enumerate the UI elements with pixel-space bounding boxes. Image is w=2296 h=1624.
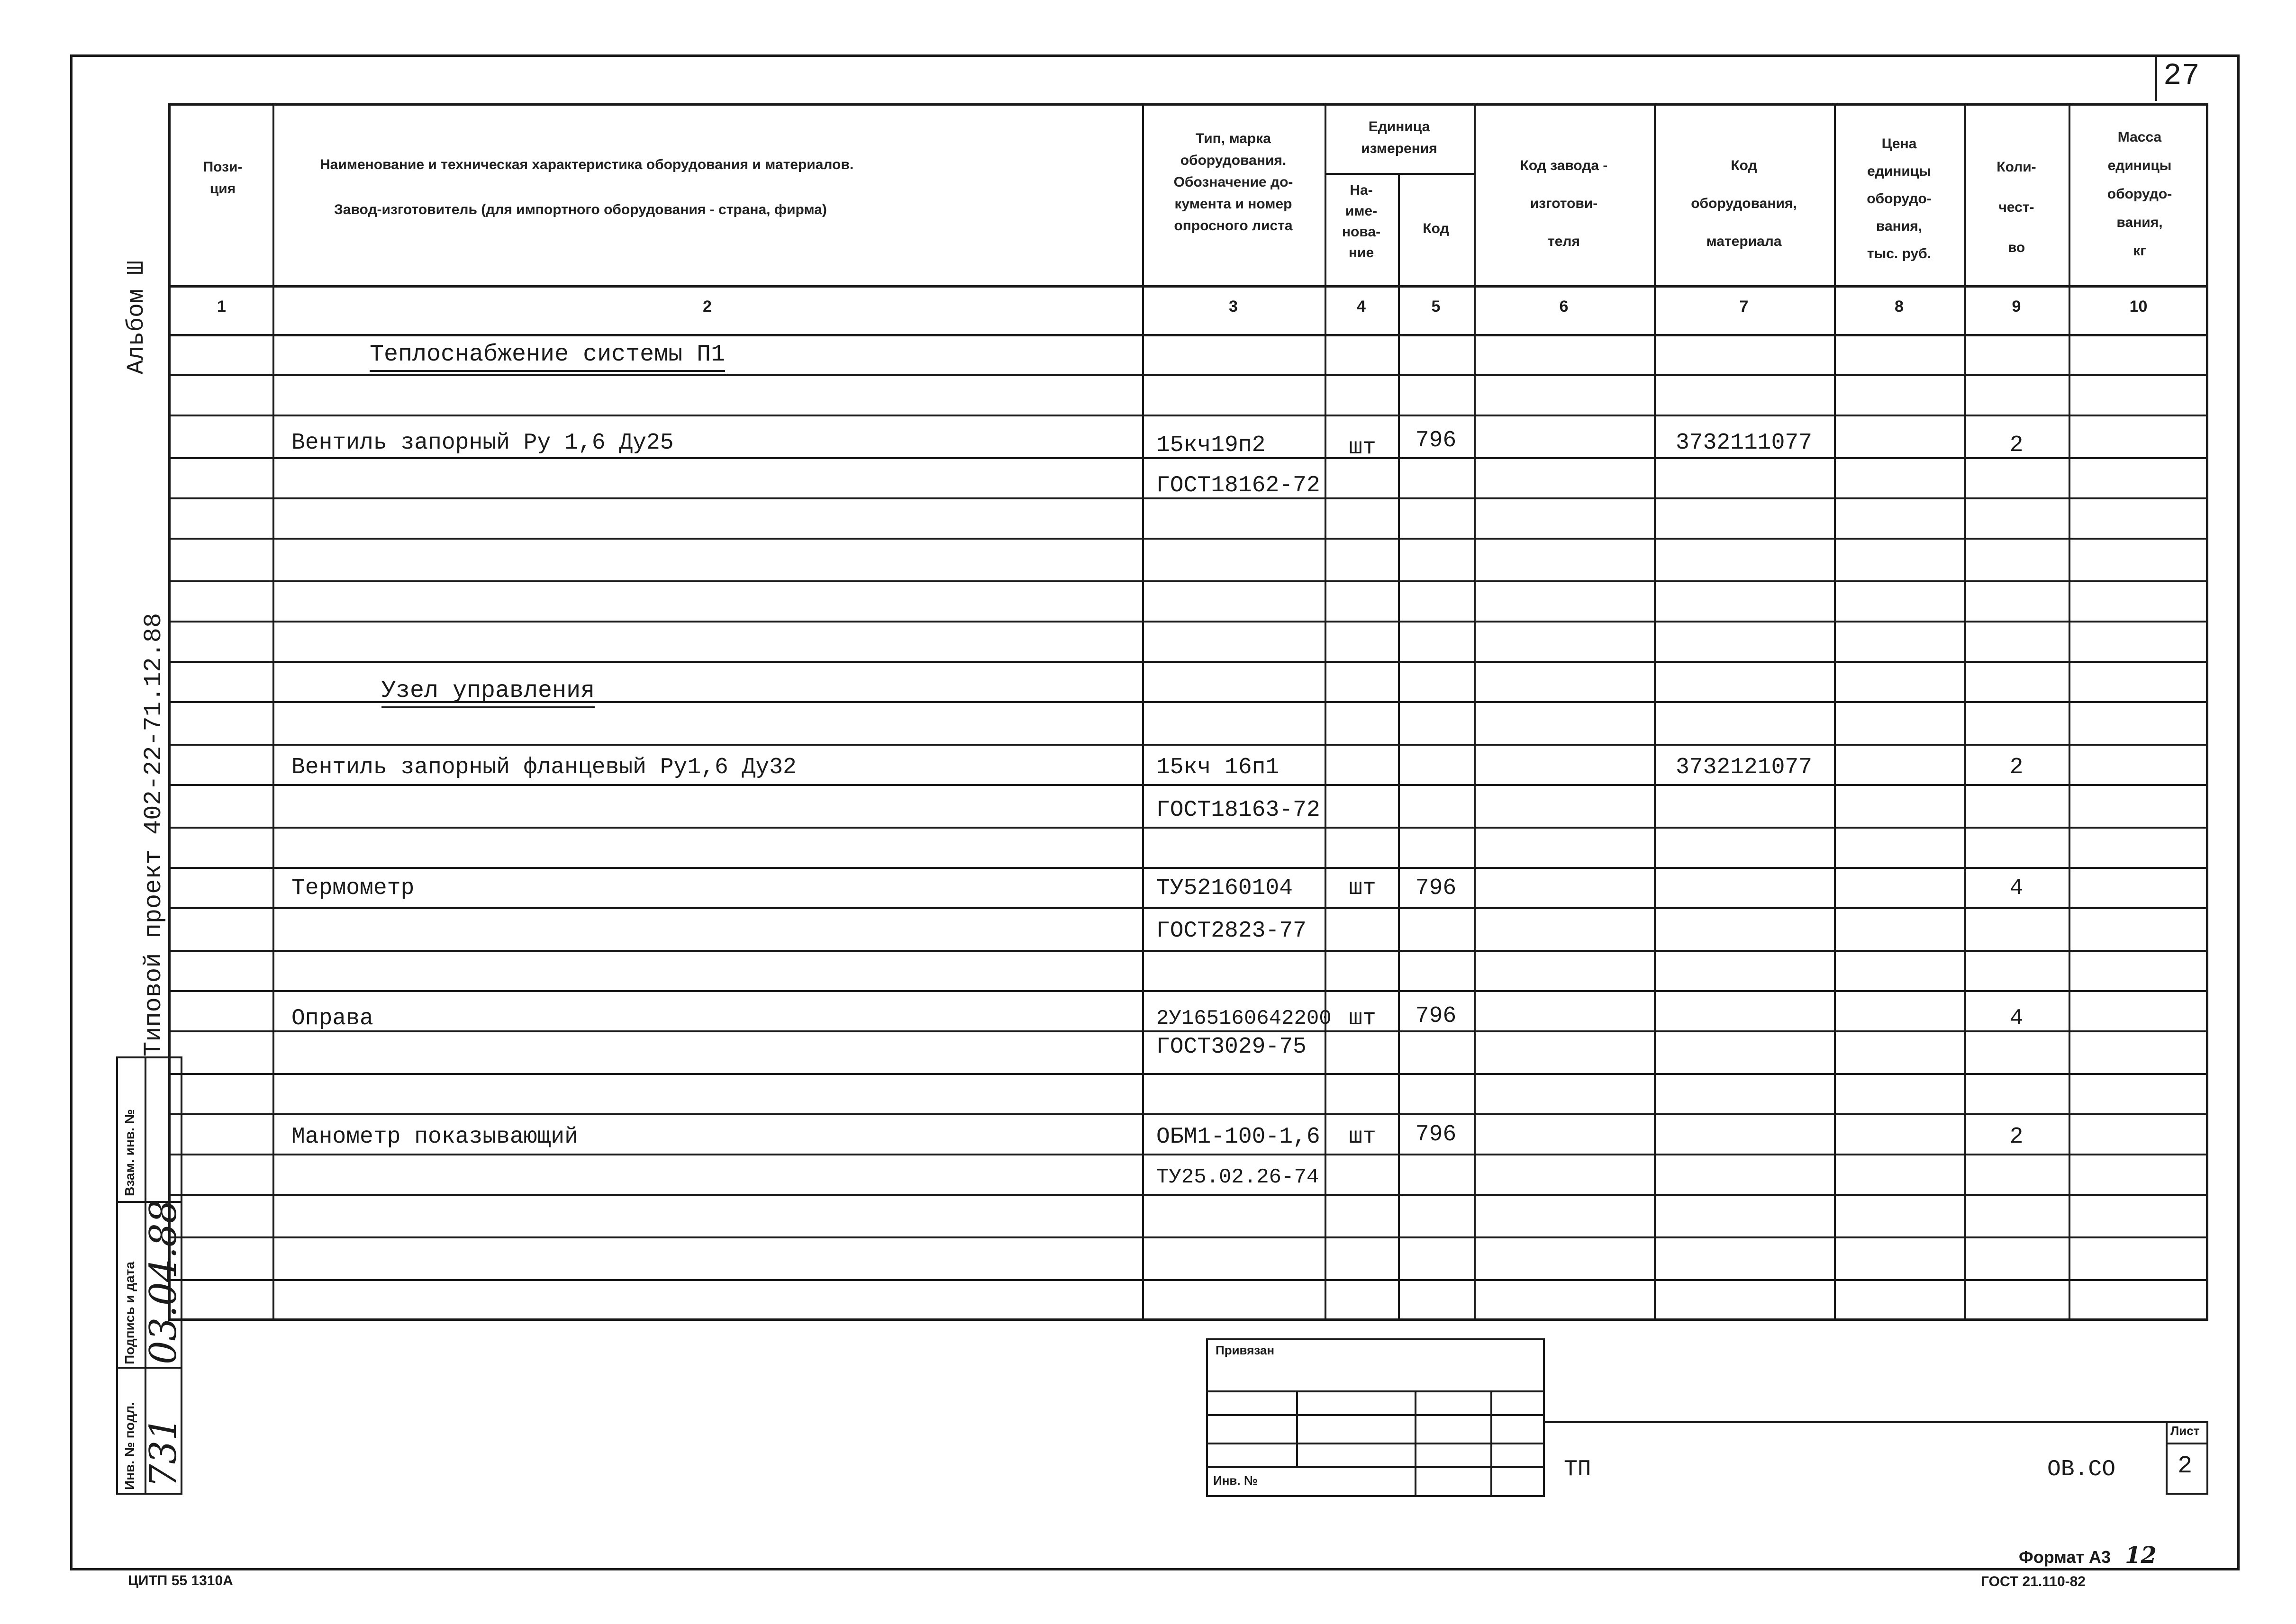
project-label: Типовой проект 402-22-71.12.88 [140, 613, 168, 1056]
title-block-line [1545, 1421, 2208, 1423]
item-doc: ГОСТ2823-77 [1156, 918, 1307, 944]
colnum-6: 6 [1559, 298, 1569, 316]
row-line [168, 1154, 2208, 1155]
section-title: Узел управления [381, 677, 595, 704]
row-line [168, 374, 2208, 376]
colnum-2: 2 [703, 298, 712, 316]
sheet-box-split [2166, 1443, 2208, 1444]
colnum-3: 3 [1229, 298, 1238, 316]
header-col5: Код [1423, 221, 1449, 236]
header-col2-line2: Завод-изготовитель (для импортного оборудования - страна, фирма) [334, 202, 827, 217]
row-line [168, 744, 2208, 746]
page-number-box [2155, 56, 2161, 101]
format-note: 12 [2125, 1542, 2157, 1569]
item-type-mark: ТУ52160104 [1156, 875, 1293, 901]
stamp-line [1206, 1390, 1545, 1392]
colnum-5: 5 [1431, 298, 1441, 316]
page-number: 27 [2163, 59, 2200, 93]
inv-orig-value-handwritten: 731 [142, 1417, 185, 1488]
inv-orig-label: Инв. № подл. [122, 1402, 137, 1490]
item-doc: ГОСТ3029-75 [1156, 1034, 1307, 1060]
stamp-line [1206, 1414, 1545, 1416]
stamp-line [1206, 1466, 1545, 1468]
colnum-10: 10 [2129, 298, 2148, 316]
sheet-label: Лист [2170, 1424, 2200, 1438]
item-type-mark: 15кч 16п1 [1156, 755, 1280, 780]
item-type-mark: ОБМ1-100-1,6 [1156, 1124, 1320, 1150]
header-col8: Цена единицы оборудо- вания, тыс. руб. [1867, 136, 1932, 262]
item-name: Вентиль запорный Ру 1,6 Ду25 [291, 430, 674, 456]
item-unit-code: 796 [1415, 428, 1457, 453]
item-type-mark: 2У165160642200 [1156, 1007, 1332, 1030]
item-qty: 2 [2009, 1124, 2024, 1150]
header-col3: Тип, марка оборудования. Обозначение до- кумента и номер опросного листа [1173, 131, 1293, 234]
row-line [168, 1236, 2208, 1238]
unit-header-split [1325, 173, 1474, 175]
header-col2-line1: Наименование и техническая характеристика оборудования и материалов. [320, 157, 854, 172]
item-unit: шт [1349, 875, 1376, 901]
header-col6: Код завода - изготови- теля [1520, 158, 1608, 249]
item-unit: шт [1349, 435, 1376, 460]
item-unit-code: 796 [1415, 1122, 1457, 1147]
item-equip-code: 3732111077 [1675, 430, 1813, 456]
row-line [168, 1113, 2208, 1115]
item-doc: ТУ25.02.26-74 [1156, 1165, 1319, 1189]
privyazan-label: Привязан [1216, 1343, 1275, 1357]
col-line-4 [1398, 173, 1400, 1321]
row-line [168, 580, 2208, 582]
doc-code-left: ТП [1564, 1457, 1591, 1482]
header-col10: Масса единицы оборудо- вания, кг [2107, 129, 2172, 259]
header-unit-group: Единица измерения [1361, 119, 1437, 156]
item-unit: шт [1349, 1124, 1376, 1150]
stamp-col [1490, 1390, 1492, 1497]
row-line [168, 415, 2208, 416]
row-line [168, 621, 2208, 623]
item-equip-code: 3732121077 [1675, 755, 1813, 780]
item-type-mark: 15кч19п2 [1156, 433, 1266, 458]
item-unit-code: 796 [1415, 1003, 1457, 1029]
doc-code-right: ОВ.СО [2047, 1457, 2116, 1482]
item-doc: ГОСТ18162-72 [1156, 473, 1320, 498]
item-unit-code: 796 [1415, 875, 1457, 901]
item-name: Манометр показывающий [291, 1124, 578, 1150]
stamp-line [1206, 1443, 1545, 1444]
row-line [168, 784, 2208, 786]
row-line [168, 661, 2208, 663]
colnum-8: 8 [1895, 298, 1904, 316]
album-label: Альбом Ш [123, 260, 150, 374]
item-qty: 2 [2009, 433, 2024, 458]
colnum-9: 9 [2012, 298, 2021, 316]
colnum-7: 7 [1739, 298, 1749, 316]
footer-right: ГОСТ 21.110-82 [1981, 1574, 2086, 1589]
item-qty: 4 [2009, 875, 2024, 901]
left-stamp-divider-2 [116, 1367, 182, 1369]
inv-repl-label: Взам. инв. № [122, 1109, 137, 1196]
colnum-4: 4 [1357, 298, 1366, 316]
inv-no-label: Инв. № [1213, 1473, 1258, 1488]
stamp-col [1296, 1390, 1298, 1466]
header-col4: На- име- нова- ние [1342, 182, 1381, 261]
item-doc: ГОСТ18163-72 [1156, 797, 1320, 823]
item-qty: 2 [2009, 755, 2024, 780]
row-line [168, 1279, 2208, 1281]
row-line [168, 867, 2208, 869]
section-title: Теплоснабжение системы П1 [370, 341, 725, 368]
sheet-value: 2 [2178, 1452, 2193, 1480]
row-line [168, 950, 2208, 952]
header-col7: Код оборудования, материала [1691, 158, 1797, 249]
colnum-bottom [168, 334, 2208, 336]
header-bottom [168, 285, 2208, 288]
row-line [168, 1073, 2208, 1075]
header-col1: Пози- ция [203, 159, 243, 197]
colnum-1: 1 [217, 298, 226, 316]
row-line [168, 827, 2208, 829]
item-name: Оправа [291, 1006, 373, 1031]
stamp-col [1415, 1390, 1416, 1497]
sign-value-handwritten: 03.04.88 [142, 1200, 185, 1364]
footer-left: ЦИТП 55 1310А [128, 1573, 233, 1588]
format-label: Формат А3 12 [2019, 1542, 2157, 1569]
item-name: Вентиль запорный фланцевый Ру1,6 Ду32 [291, 755, 797, 780]
item-name: Термометр [291, 875, 415, 901]
item-unit: шт [1349, 1006, 1376, 1031]
item-qty: 4 [2009, 1006, 2024, 1031]
sign-date-label: Подпись и дата [122, 1262, 137, 1364]
row-line [168, 907, 2208, 909]
header-col9: Коли- чест- во [1997, 159, 2036, 255]
row-line [168, 538, 2208, 540]
row-line [168, 1194, 2208, 1196]
row-line [168, 990, 2208, 992]
